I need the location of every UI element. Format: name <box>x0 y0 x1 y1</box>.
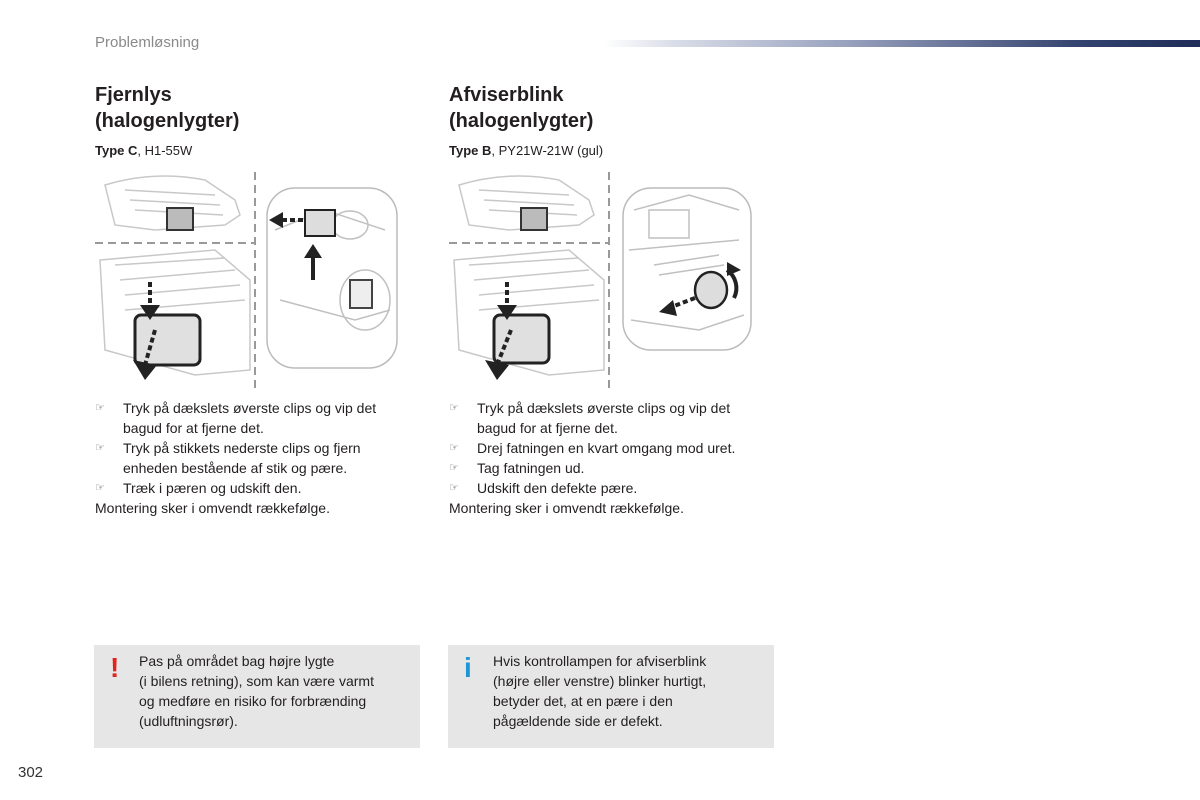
high-beam-type-label: Type C <box>95 143 138 158</box>
list-item <box>449 478 769 498</box>
high-beam-bulb-type <box>95 143 425 159</box>
high-beam-illustration <box>95 170 405 395</box>
pointing-hand-icon: ☞ <box>449 482 459 494</box>
pointing-hand-icon: ☞ <box>449 402 459 414</box>
turn-signal-diagram <box>449 170 759 395</box>
turn-signal-section <box>449 82 779 159</box>
list-item <box>449 438 769 458</box>
info-box <box>448 645 774 748</box>
step-text: Drej fatningen en kvart omgang mod uret. <box>477 440 736 456</box>
section-title: Problemløsning <box>95 34 200 51</box>
high-beam-title: Fjernlys (halogenlygter) <box>95 84 240 132</box>
turn-signal-type-label: Type B <box>449 143 492 158</box>
step-text: Tag fatningen ud. <box>477 460 585 476</box>
list-item <box>95 478 415 498</box>
high-beam-diagram <box>95 170 405 395</box>
list-item <box>95 438 415 478</box>
turn-signal-title: Afviserblink (halogenlygter) <box>449 84 594 132</box>
step-text: Tryk på dækslets øverste clips og vip det bagud for at fjerne det. <box>123 400 377 436</box>
closing-note: Montering sker i omvendt rækkefølge. <box>449 500 684 516</box>
closing-note: Montering sker i omvendt rækkefølge. <box>95 500 330 516</box>
turn-signal-illustration <box>449 170 759 395</box>
step-text: Tryk på stikkets nederste clips og fjern enheden bestående af stik og pære. <box>123 440 361 476</box>
warning-icon: ! <box>110 652 120 683</box>
pointing-hand-icon: ☞ <box>449 462 459 474</box>
turn-signal-steps <box>449 398 769 518</box>
list-item <box>95 398 415 438</box>
high-beam-section <box>95 82 425 159</box>
step-text: Tryk på dækslets øverste clips og vip det bagud for at fjerne det. <box>477 400 731 436</box>
step-text: Udskift den defekte pære. <box>477 480 638 496</box>
high-beam-bulb-spec: , H1-55W <box>137 143 193 158</box>
page-number: 302 <box>18 764 44 781</box>
high-beam-steps <box>95 398 415 518</box>
warning-box <box>94 645 420 748</box>
list-item <box>449 458 769 478</box>
header-rule <box>603 40 1200 47</box>
list-item <box>449 398 769 438</box>
info-text: Hvis kontrollampen for afviserblink (højre eller venstre) blinker hurtigt, betyder det, at en pære i den pågældende side er defekt. <box>493 653 707 729</box>
turn-signal-bulb-type <box>449 143 779 159</box>
pointing-hand-icon: ☞ <box>449 442 459 454</box>
pointing-hand-icon: ☞ <box>95 402 105 414</box>
info-icon: i <box>464 652 472 683</box>
warning-text: Pas på området bag højre lygte (i bilens retning), som kan være varmt og medføre en risiko for forbrænding (udluftningsrør). <box>139 653 374 729</box>
pointing-hand-icon: ☞ <box>95 442 105 454</box>
pointing-hand-icon: ☞ <box>95 482 105 494</box>
turn-signal-bulb-spec: , PY21W-21W (gul) <box>491 143 604 158</box>
step-text: Træk i pæren og udskift den. <box>123 480 302 496</box>
